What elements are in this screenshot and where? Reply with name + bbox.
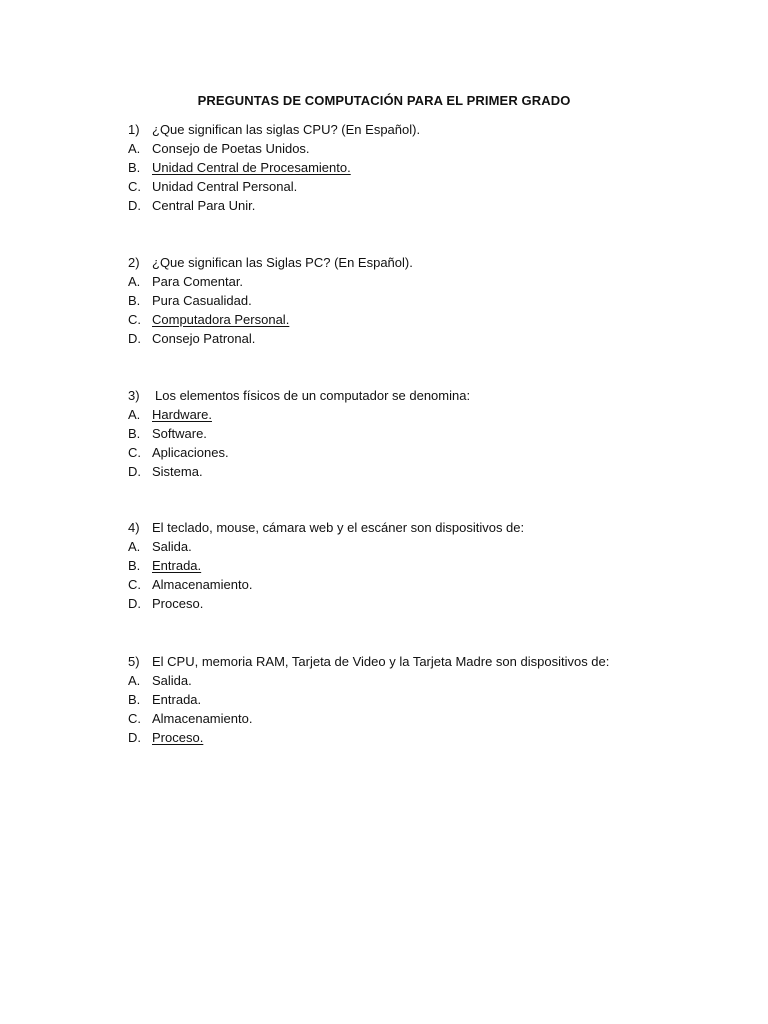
answer-option-correct (128, 556, 688, 575)
option-letter: A. (128, 539, 141, 554)
question-stem (128, 253, 688, 272)
option-letter: C. (128, 711, 141, 726)
question-2 (128, 253, 688, 348)
answer-option-correct (128, 728, 688, 747)
option-text: Salida. (152, 539, 192, 554)
question-number: 5) (128, 654, 140, 669)
question-text: Los elementos físicos de un computador se denomina: (155, 388, 471, 403)
answer-option (128, 575, 688, 594)
option-text-underlined: Unidad Central de Procesamiento. (152, 160, 351, 175)
answer-option (128, 443, 688, 462)
question-1 (128, 120, 688, 215)
question-number: 3) (128, 388, 140, 403)
option-text: Software. (152, 426, 207, 441)
question-text: El teclado, mouse, cámara web y el escáner son dispositivos de: (152, 520, 525, 535)
question-4 (128, 518, 688, 613)
option-text-underlined: Hardware. (152, 407, 212, 422)
answer-option (128, 424, 688, 443)
option-letter: D. (128, 730, 141, 745)
answer-option-correct (128, 158, 688, 177)
option-text: Salida. (152, 673, 192, 688)
option-letter: A. (128, 141, 141, 156)
option-text: Aplicaciones. (152, 445, 229, 460)
option-text: Almacenamiento. (152, 711, 253, 726)
option-text: Consejo de Poetas Unidos. (152, 141, 310, 156)
question-number: 4) (128, 520, 140, 535)
option-letter: B. (128, 160, 141, 175)
question-stem (128, 120, 688, 139)
question-text: El CPU, memoria RAM, Tarjeta de Video y la Tarjeta Madre son dispositivos de: (152, 654, 610, 669)
answer-option (128, 329, 688, 348)
option-letter: B. (128, 426, 141, 441)
option-text: Pura Casualidad. (152, 293, 252, 308)
option-text: Sistema. (152, 464, 203, 479)
question-stem (128, 518, 688, 537)
answer-option (128, 291, 688, 310)
question-3 (128, 386, 688, 481)
answer-option (128, 196, 688, 215)
option-text: Para Comentar. (152, 274, 244, 289)
option-text: Proceso. (152, 596, 204, 611)
document-title: PREGUNTAS DE COMPUTACIÓN PARA EL PRIMER GRADO (197, 93, 571, 108)
option-letter: D. (128, 596, 141, 611)
option-letter: A. (128, 274, 141, 289)
answer-option (128, 272, 688, 291)
option-text: Unidad Central Personal. (152, 179, 298, 194)
option-text-underlined: Proceso. (152, 730, 204, 745)
answer-option (128, 462, 688, 481)
answer-option-correct (128, 310, 688, 329)
question-stem (128, 386, 688, 405)
option-letter: C. (128, 179, 141, 194)
option-letter: C. (128, 577, 141, 592)
answer-option (128, 709, 688, 728)
answer-option (128, 537, 688, 556)
option-text: Entrada. (152, 692, 202, 707)
option-letter: D. (128, 464, 141, 479)
question-number: 1) (128, 122, 140, 137)
option-letter: A. (128, 407, 141, 422)
question-5 (128, 652, 688, 747)
option-text: Almacenamiento. (152, 577, 253, 592)
option-text-underlined: Computadora Personal. (152, 312, 290, 327)
answer-option (128, 671, 688, 690)
answer-option (128, 177, 688, 196)
option-letter: B. (128, 293, 141, 308)
answer-option (128, 139, 688, 158)
option-letter: D. (128, 331, 141, 346)
option-text: Consejo Patronal. (152, 331, 256, 346)
option-text: Central Para Unir. (152, 198, 256, 213)
answer-option (128, 690, 688, 709)
answer-option (128, 594, 688, 613)
option-letter: B. (128, 692, 141, 707)
question-stem (128, 652, 688, 671)
question-number: 2) (128, 255, 140, 270)
option-letter: B. (128, 558, 141, 573)
question-text: ¿Que significan las siglas CPU? (En Español). (152, 122, 421, 137)
option-letter: C. (128, 445, 141, 460)
question-text: ¿Que significan las Siglas PC? (En Español). (152, 255, 413, 270)
option-letter: D. (128, 198, 141, 213)
option-text-underlined: Entrada. (152, 558, 202, 573)
option-letter: C. (128, 312, 141, 327)
answer-option-correct (128, 405, 688, 424)
option-letter: A. (128, 673, 141, 688)
